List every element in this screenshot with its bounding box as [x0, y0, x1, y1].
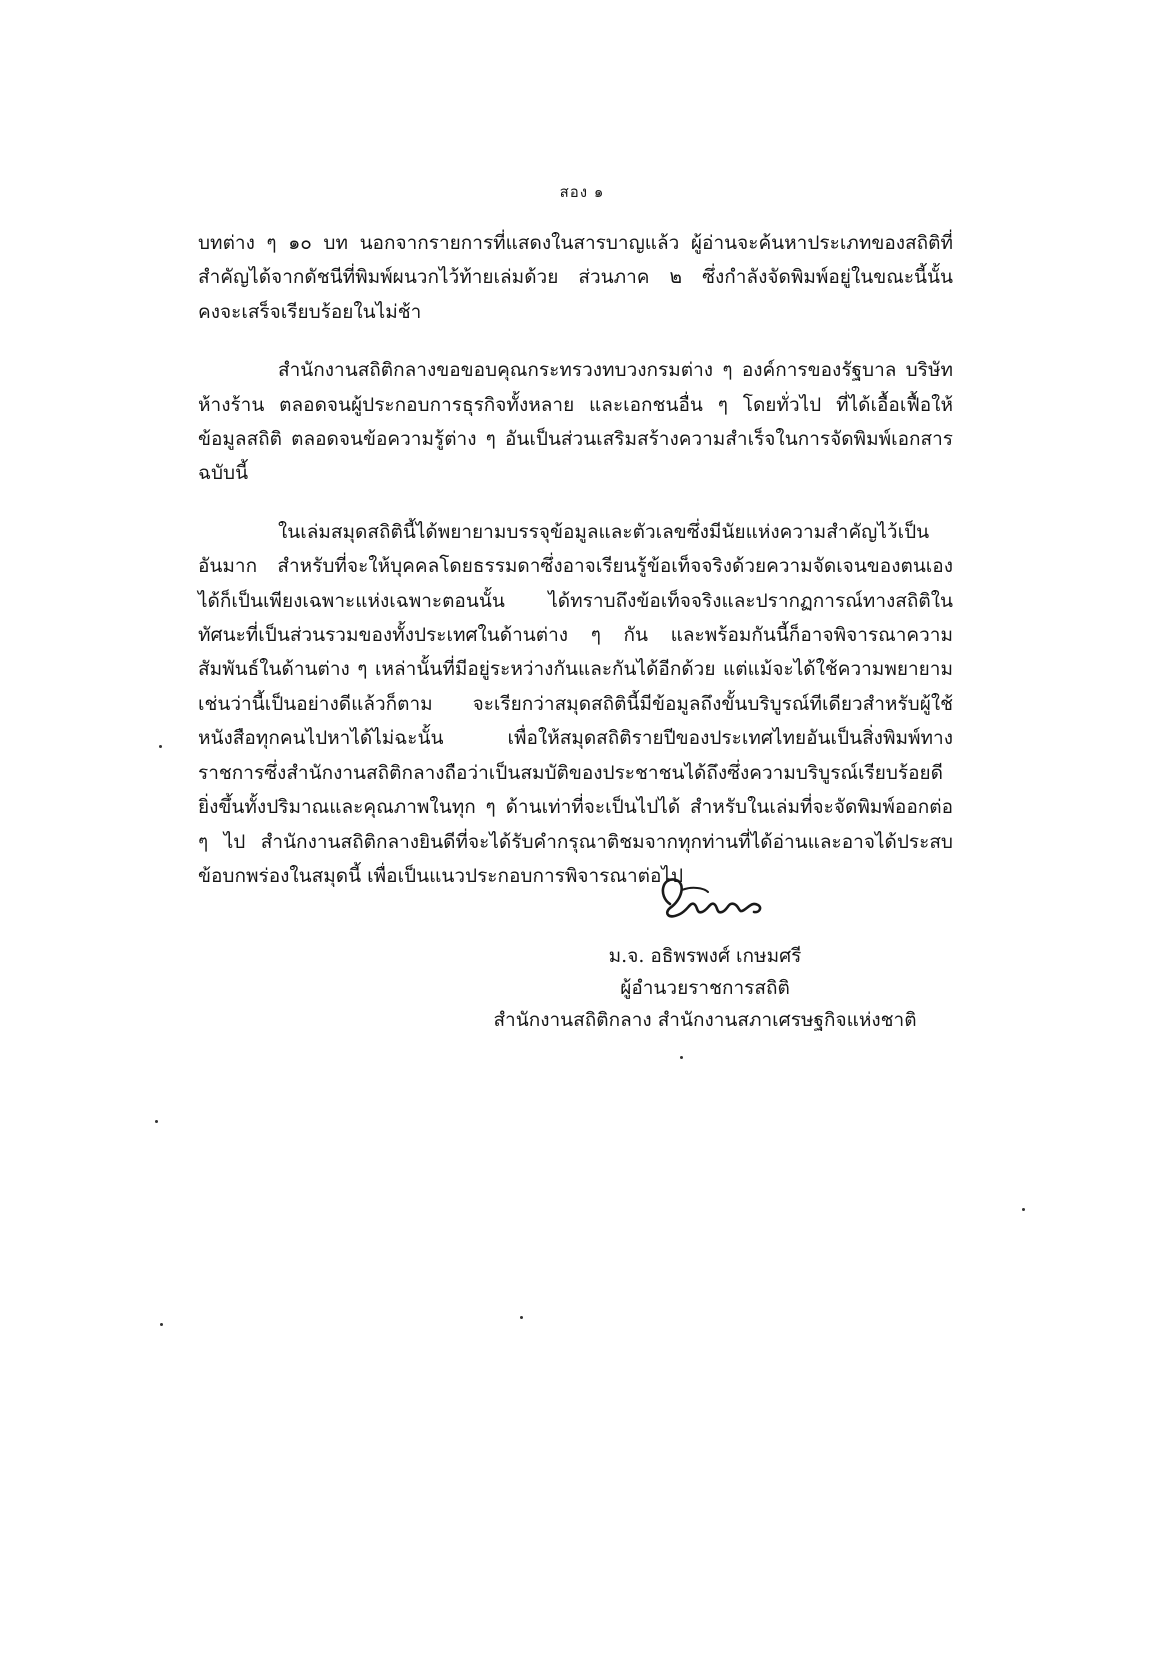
scan-speck: [520, 1316, 523, 1319]
paragraph-content-note: ในเล่มสมุดสถิตินี้ได้พยายามบรรจุข้อมูลและตัวเลขซึ่งมีนัยแห่งความสำคัญไว้เป็นอันมาก สำหรับที่จะให้บุคคลโดยธรรมดาซึ่งอาจเรียนรู้ข้อเท็จจริงด้วยความจัดเจนของตนเองได้ก็เป็นเพียงเฉพาะแห่งเฉพาะตอนนั้น ได้ทราบถึงข้อเท็จจริงและปรากฏการณ์ทางสถิติในทัศนะที่เป็นส่วนรวมของทั้งประเทศในด้านต่าง ๆ กัน และพร้อมกันนี้ก็อาจพิจารณาความสัมพันธ์ในด้านต่าง ๆ เหล่านั้นที่มีอยู่ระหว่างกันและกันได้อีกด้วย แต่แม้จะได้ใช้ความพยายามเช่นว่านี้เป็นอย่างดีแล้วก็ตาม จะเรียกว่าสมุดสถิตินี้มีข้อมูลถึงขั้นบริบูรณ์ทีเดียวสำหรับผู้ใช้หนังสือทุกคนไปหาได้ไม่ฉะนั้น เพื่อให้สมุดสถิติรายปีของประเทศไทยอันเป็นสิ่งพิมพ์ทางราชการซึ่งสำนักงานสถิติกลางถือว่าเป็นสมบัติของประชาชนได้ถึงซึ่งความบริบูรณ์เรียบร้อยดียิ่งขึ้นทั้งปริมาณและคุณภาพในทุก ๆ ด้านเท่าที่จะเป็นไปได้ สำหรับในเล่มที่จะจัดพิมพ์ออกต่อ ๆ ไป สำนักงานสถิติกลางยินดีที่จะได้รับคำกรุณาติชมจากทุกท่านที่ได้อ่านและอาจได้ประสบข้อบกพร่องในสมุดนี้ เพื่อเป็นแนวประกอบการพิจารณาต่อไป: [198, 520, 953, 887]
paragraph-continuation: บทต่าง ๆ ๑๐ บท นอกจากรายการที่แสดงในสารบาญแล้ว ผู้อ่านจะค้นหาประเภทของสถิติที่สำคัญได้จากดัชนีที่พิมพ์ผนวกไว้ท้ายเล่มด้วย ส่วนภาค ๒ ซึ่งกำลังจัดพิมพ์อยู่ในขณะนี้นั้น คงจะเสร็จเรียบร้อยในไม่ช้า: [198, 232, 953, 323]
paragraph-acknowledgement: สำนักงานสถิติกลางขอขอบคุณกระทรวงทบวงกรมต่าง ๆ องค์การของรัฐบาล บริษัทห้างร้าน ตลอดจนผู้ประกอบการธุรกิจทั้งหลาย และเอกชนอื่น ๆ โดยทั่วไป ที่ได้เอื้อเฟื้อให้ข้อมูลสถิติ ตลอดจนข้อความรู้ต่าง ๆ อันเป็นส่วนเสริมสร้างความสำเร็จในการจัดพิมพ์เอกสารฉบับนี้: [198, 359, 953, 485]
scan-speck: [680, 1056, 683, 1059]
page-number: สอง ๑: [559, 183, 605, 201]
handwritten-signature: [652, 870, 772, 928]
scan-speck: [159, 745, 162, 748]
signer-name: ม.จ. อธิพรพงศ์ เกษมศรี: [608, 945, 802, 967]
signer-position: ผู้อำนวยราชการสถิติ: [620, 977, 790, 999]
scan-speck: [155, 1120, 158, 1123]
scan-speck: [1022, 1208, 1025, 1211]
body-text: [198, 226, 953, 893]
signer-block: [470, 940, 940, 1036]
scan-speck: [160, 1323, 163, 1326]
signer-office: สำนักงานสถิติกลาง สำนักงานสภาเศรษฐกิจแห่งชาติ: [493, 1009, 917, 1031]
